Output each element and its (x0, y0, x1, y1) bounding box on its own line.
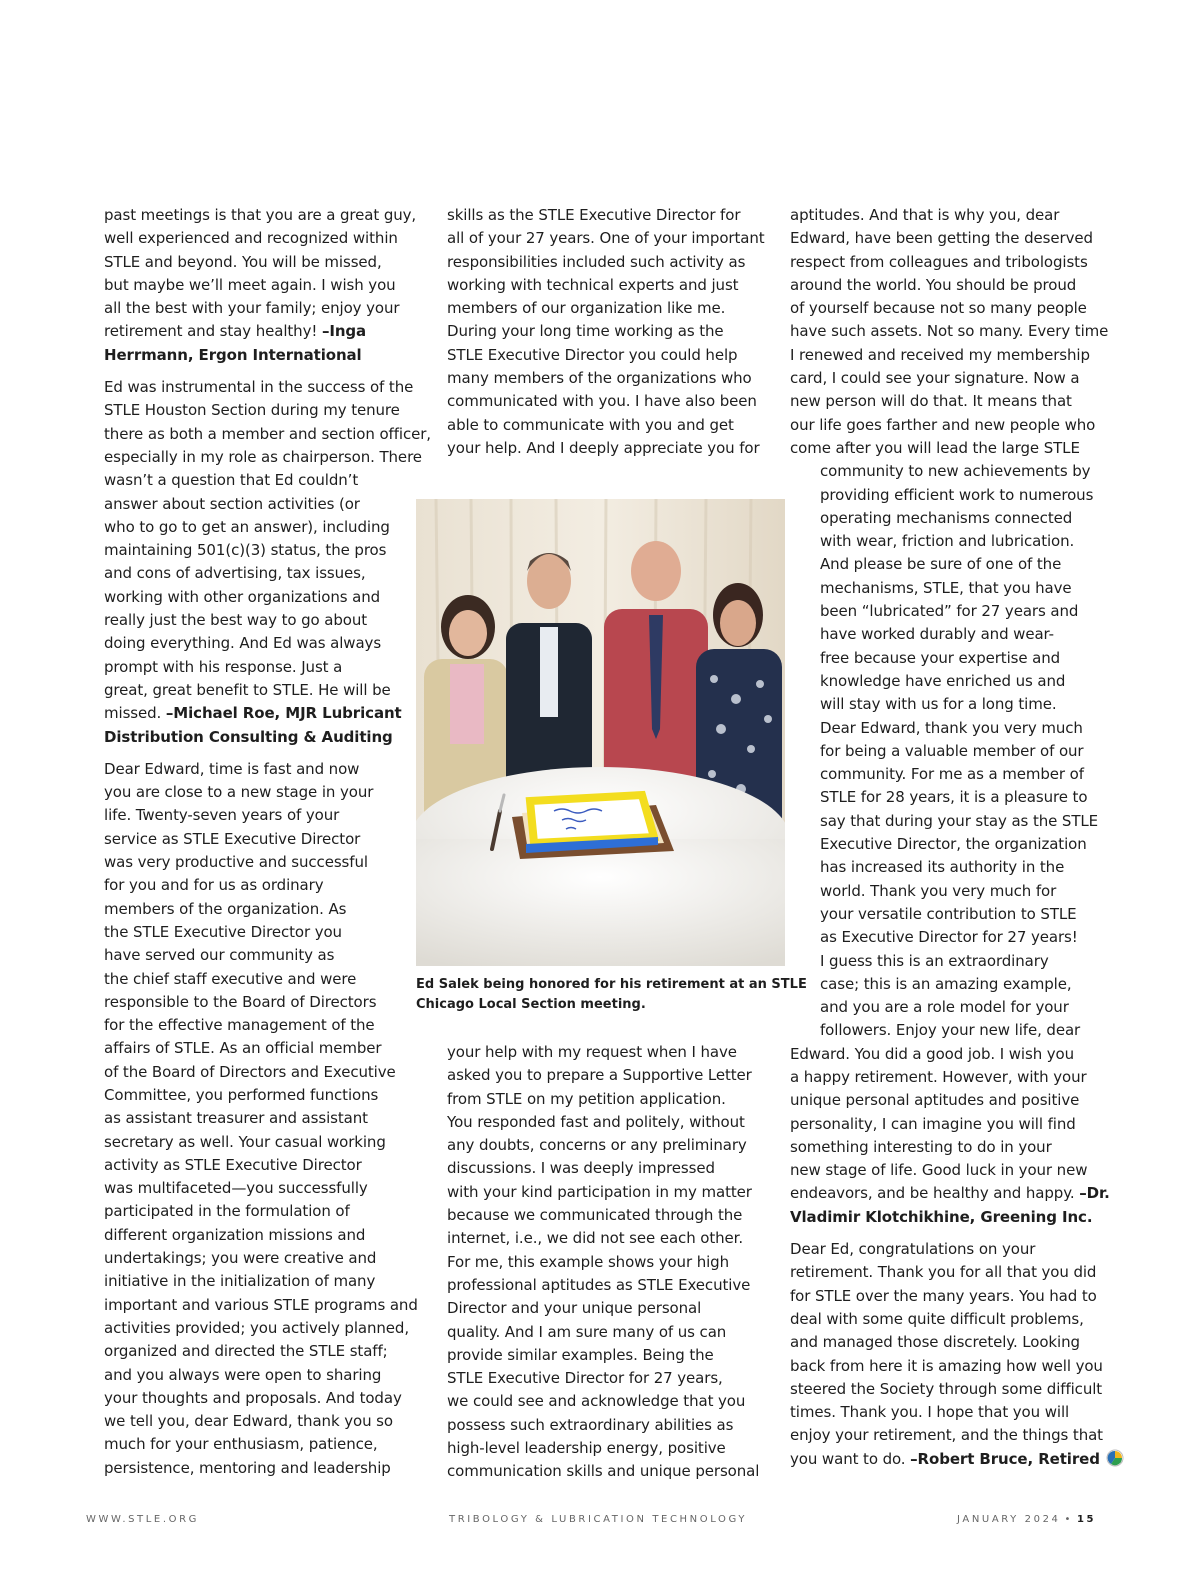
text-line: operating mechanisms connected (820, 508, 1073, 527)
text-line: a happy retirement. However, with your (790, 1067, 1087, 1086)
text-line: for being a valuable member of our (820, 741, 1084, 760)
text-line: internet, i.e., we did not see each other. (447, 1229, 744, 1248)
text-line: asked you to prepare a Supportive Letter (447, 1066, 752, 1085)
text-line: service as STLE Executive Director (104, 829, 361, 848)
signature-start: –Dr. (1079, 1184, 1110, 1203)
text-line: past meetings is that you are a great guy, (104, 206, 417, 224)
text-line: new person will do that. It means that (790, 392, 1072, 411)
text-line: as assistant treasurer and assistant (104, 1109, 368, 1128)
testimonial-klotchikhine-indented (790, 460, 1110, 1042)
text-line: Ed Salek being honored for his retirement at an STLE (416, 977, 807, 992)
text-line: doing everything. And Ed was always (104, 634, 382, 653)
text-line: I guess this is an extraordinary (820, 951, 1049, 970)
text-line: unique personal aptitudes and positive (790, 1091, 1080, 1110)
text-line: provide similar examples. Being the (447, 1345, 714, 1364)
text-line: Dear Ed, congratulations on your (790, 1240, 1036, 1259)
signature-roe: Distribution Consulting & Auditing (104, 727, 393, 746)
text-line: I renewed and received my membership (790, 345, 1090, 364)
text-line: skills as the STLE Executive Director for (447, 206, 741, 224)
text-line: and you are a role model for your (820, 998, 1069, 1017)
text-line: You responded fast and politely, without (447, 1112, 745, 1131)
text-line: all of your 27 years. One of your important (447, 229, 765, 248)
article-column-3 (790, 204, 1110, 1474)
text-line: you want to do. –Robert Bruce, Retired (790, 1448, 1110, 1474)
text-line: your help with my request when I have (447, 1043, 737, 1061)
text-line: knowledge have enriched us and (820, 671, 1066, 690)
text-line: Ed was instrumental in the success of the (104, 378, 414, 397)
text-line: STLE for 28 years, it is a pleasure to (820, 788, 1088, 807)
text-line: card, I could see your signature. Now a (790, 369, 1080, 388)
text-line: have served our community as (104, 946, 335, 965)
text-line: you are close to a new stage in your (104, 783, 374, 802)
text-line: undertakings; you were creative and (104, 1249, 377, 1268)
signature-herrmann: Herrmann, Ergon International (104, 345, 362, 364)
text-line: communication skills and unique personal (447, 1462, 760, 1481)
text-line: mechanisms, STLE, that you have (820, 578, 1072, 597)
text-line: steered the Society through some difficult (790, 1379, 1103, 1398)
footer-website: WWW.STLE.ORG (86, 1514, 199, 1525)
text-line: Dear Edward, thank you very much (820, 718, 1083, 737)
text-line: our life goes farther and new people who (790, 415, 1096, 434)
text-line: great, great benefit to STLE. He will be (104, 680, 391, 699)
text-line: say that during your stay as the STLE (820, 811, 1099, 830)
text-line: well experienced and recognized within (104, 229, 398, 248)
signature-klotchikhine: Vladimir Klotchikhine, Greening Inc. (790, 1207, 1093, 1226)
stle-end-mark-icon (1106, 1449, 1124, 1474)
article-column-2-top (447, 204, 765, 460)
text-line: STLE Executive Director for 27 years, (447, 1369, 723, 1388)
text-line: activities provided; you actively planned, (104, 1318, 410, 1337)
page-number: 15 (1077, 1514, 1097, 1525)
text-line: organized and directed the STLE staff; (104, 1342, 388, 1361)
text-line: retirement and stay healthy! –Inga (104, 322, 367, 341)
text-line: communicated with you. I have also been (447, 392, 757, 411)
text-line: life. Twenty-seven years of your (104, 806, 340, 825)
text-line: have such assets. Not so many. Every time (790, 322, 1109, 341)
event-photo (416, 499, 785, 966)
article-column-1 (104, 204, 431, 1480)
text-line: working with other organizations and (104, 587, 381, 606)
text-line: especially in my role as chairperson. There (104, 447, 422, 466)
text-line: Executive Director, the organization (820, 835, 1087, 854)
signature-start: –Michael Roe, MJR Lubricant (165, 704, 402, 723)
text-line: aptitudes. And that is why you, dear (790, 206, 1060, 224)
text-line: For me, this example shows your high (447, 1252, 730, 1271)
text-line: discussions. I was deeply impressed (447, 1159, 715, 1178)
text-line: with your kind participation in my matter (447, 1182, 752, 1201)
photo-caption (416, 975, 807, 1014)
text-line: new stage of life. Good luck in your new (790, 1161, 1088, 1180)
text-line: we tell you, dear Edward, thank you so (104, 1412, 393, 1431)
text-line: enjoy your retirement, and the things that (790, 1426, 1103, 1445)
text-line: Director and your unique personal (447, 1299, 702, 1318)
text-line: affairs of STLE. As an official member (104, 1039, 382, 1058)
testimonial-klotchikhine-part2 (447, 204, 765, 460)
text-line: for STLE over the many years. You had to (790, 1286, 1097, 1305)
text-line: STLE Houston Section during my tenure (104, 401, 400, 420)
text-line: from STLE on my petition application. (447, 1089, 726, 1108)
testimonial-klotchikhine-part4 (790, 204, 1110, 460)
text-line: personality, I can imagine you will find (790, 1114, 1076, 1133)
footer-issue (957, 1514, 1096, 1525)
text-line: possess such extraordinary abilities as (447, 1415, 734, 1434)
text-line: free because your expertise and (820, 648, 1061, 667)
text-line: initiative in the initialization of many (104, 1272, 376, 1291)
text-line: back from here it is amazing how well you (790, 1356, 1103, 1375)
text-line: really just the best way to go about (104, 611, 368, 630)
text-line: was multifaceted—you successfully (104, 1179, 368, 1198)
text-line: answer about section activities (or (104, 494, 360, 513)
text-line: missed. –Michael Roe, MJR Lubricant (104, 704, 402, 723)
text-line: secretary as well. Your casual working (104, 1132, 386, 1151)
text-line: and cons of advertising, tax issues, (104, 564, 366, 583)
text-line: many members of the organizations who (447, 369, 752, 388)
text-line: Edward, have been getting the deserved (790, 229, 1093, 248)
text-line: your versatile contribution to STLE (820, 904, 1077, 923)
text-line: providing efficient work to numerous (820, 485, 1094, 504)
testimonial-klotchikhine-part3 (447, 1041, 760, 1484)
text-line: Edward. You did a good job. I wish you (790, 1044, 1075, 1063)
text-line: your help. And I deeply appreciate you for (447, 438, 760, 457)
text-line: the STLE Executive Director you (104, 922, 342, 941)
text-line: have worked durably and wear- (820, 625, 1054, 644)
text-line: wasn’t a question that Ed couldn’t (104, 471, 359, 490)
text-line: members of our organization like me. (447, 299, 726, 318)
text-line: times. Thank you. I hope that you will (790, 1403, 1070, 1422)
text-line: with wear, friction and lubrication. (820, 532, 1075, 551)
text-line: as Executive Director for 27 years! (820, 928, 1078, 947)
text-line: activity as STLE Executive Director (104, 1155, 362, 1174)
text-line: something interesting to do in your (790, 1137, 1052, 1156)
text-line: because we communicated through the (447, 1206, 743, 1225)
text-line: been “lubricated” for 27 years and (820, 602, 1079, 621)
text-line: the chief staff executive and were (104, 969, 357, 988)
article-column-2-bottom (447, 1041, 760, 1484)
text-line: but maybe we’ll meet again. I wish you (104, 275, 396, 294)
testimonial-herrmann (104, 204, 416, 320)
text-line: participated in the formulation of (104, 1202, 350, 1221)
signature-start: –Inga (321, 322, 367, 341)
text-line: endeavors, and be healthy and happy. –Dr. (790, 1184, 1110, 1203)
text-line: STLE and beyond. You will be missed, (104, 252, 382, 271)
text-line: working with technical experts and just (447, 275, 739, 294)
testimonial-bruce (790, 1238, 1110, 1448)
text-line: And please be sure of one of the (820, 555, 1062, 574)
text-line: members of the organization. As (104, 899, 347, 918)
text-line: During your long time working as the (447, 322, 724, 341)
text-line: prompt with his response. Just a (104, 657, 343, 676)
text-line: has increased its authority in the (820, 858, 1065, 877)
text-line: any doubts, concerns or any preliminary (447, 1136, 747, 1155)
footer-publication: TRIBOLOGY & LUBRICATION TECHNOLOGY (449, 1514, 748, 1525)
text-line: Chicago Local Section meeting. (416, 996, 646, 1012)
text-line: of the Board of Directors and Executive (104, 1062, 396, 1081)
text-line: able to communicate with you and get (447, 415, 734, 434)
signature-bruce: –Robert Bruce, Retired (910, 1449, 1100, 1468)
footer-dot: • (1064, 1514, 1073, 1525)
text-line: around the world. You should be proud (790, 275, 1077, 294)
text-line: there as both a member and section officer, (104, 424, 431, 443)
text-line: persistence, mentoring and leadership (104, 1458, 391, 1477)
text-line: different organization missions and (104, 1225, 366, 1244)
text-line: for you and for us as ordinary (104, 876, 324, 895)
text-line: come after you will lead the large STLE (790, 438, 1080, 457)
text-line: responsibilities included such activity as (447, 252, 746, 271)
text-line: important and various STLE programs and (104, 1295, 418, 1314)
text-line: all the best with your family; enjoy your (104, 299, 400, 318)
text-line: quality. And I am sure many of us can (447, 1322, 727, 1341)
text-line: Dear Edward, time is fast and now (104, 759, 360, 778)
text-line: of yourself because not so many people (790, 299, 1087, 318)
text-line: high-level leadership energy, positive (447, 1439, 726, 1458)
text-line: retirement. Thank you for all that you did (790, 1263, 1097, 1282)
testimonial-klotchikhine-part1 (104, 758, 416, 1480)
text-line: world. Thank you very much for (820, 881, 1057, 900)
text-line: STLE Executive Director you could help (447, 345, 738, 364)
text-line: respect from colleagues and tribologists (790, 252, 1088, 271)
text-line: deal with some quite difficult problems, (790, 1309, 1084, 1328)
text-line: community. For me as a member of (820, 765, 1084, 784)
text-line: professional aptitudes as STLE Executive (447, 1275, 751, 1294)
text-line: who to go to get an answer), including (104, 517, 390, 536)
footer-month: JANUARY 2024 (957, 1514, 1061, 1525)
text-line: your thoughts and proposals. And today (104, 1388, 402, 1407)
text-line: will stay with us for a long time. (820, 695, 1057, 714)
text-line: case; this is an amazing example, (820, 974, 1072, 993)
text-line: community to new achievements by (820, 462, 1091, 481)
text-line: responsible to the Board of Directors (104, 992, 377, 1011)
text-line: we could see and acknowledge that you (447, 1392, 746, 1411)
text-line: Committee, you performed functions (104, 1085, 379, 1104)
text-line: and managed those discretely. Looking (790, 1333, 1080, 1352)
text-line: maintaining 501(c)(3) status, the pros (104, 541, 387, 560)
text-line: followers. Enjoy your new life, dear (820, 1021, 1081, 1040)
text-line: was very productive and successful (104, 853, 368, 872)
text-line: and you always were open to sharing (104, 1365, 382, 1384)
testimonial-roe (104, 376, 431, 702)
text-line: much for your enthusiasm, patience, (104, 1435, 378, 1454)
testimonial-klotchikhine-part5 (790, 1043, 1110, 1159)
text-line: for the effective management of the (104, 1016, 375, 1035)
